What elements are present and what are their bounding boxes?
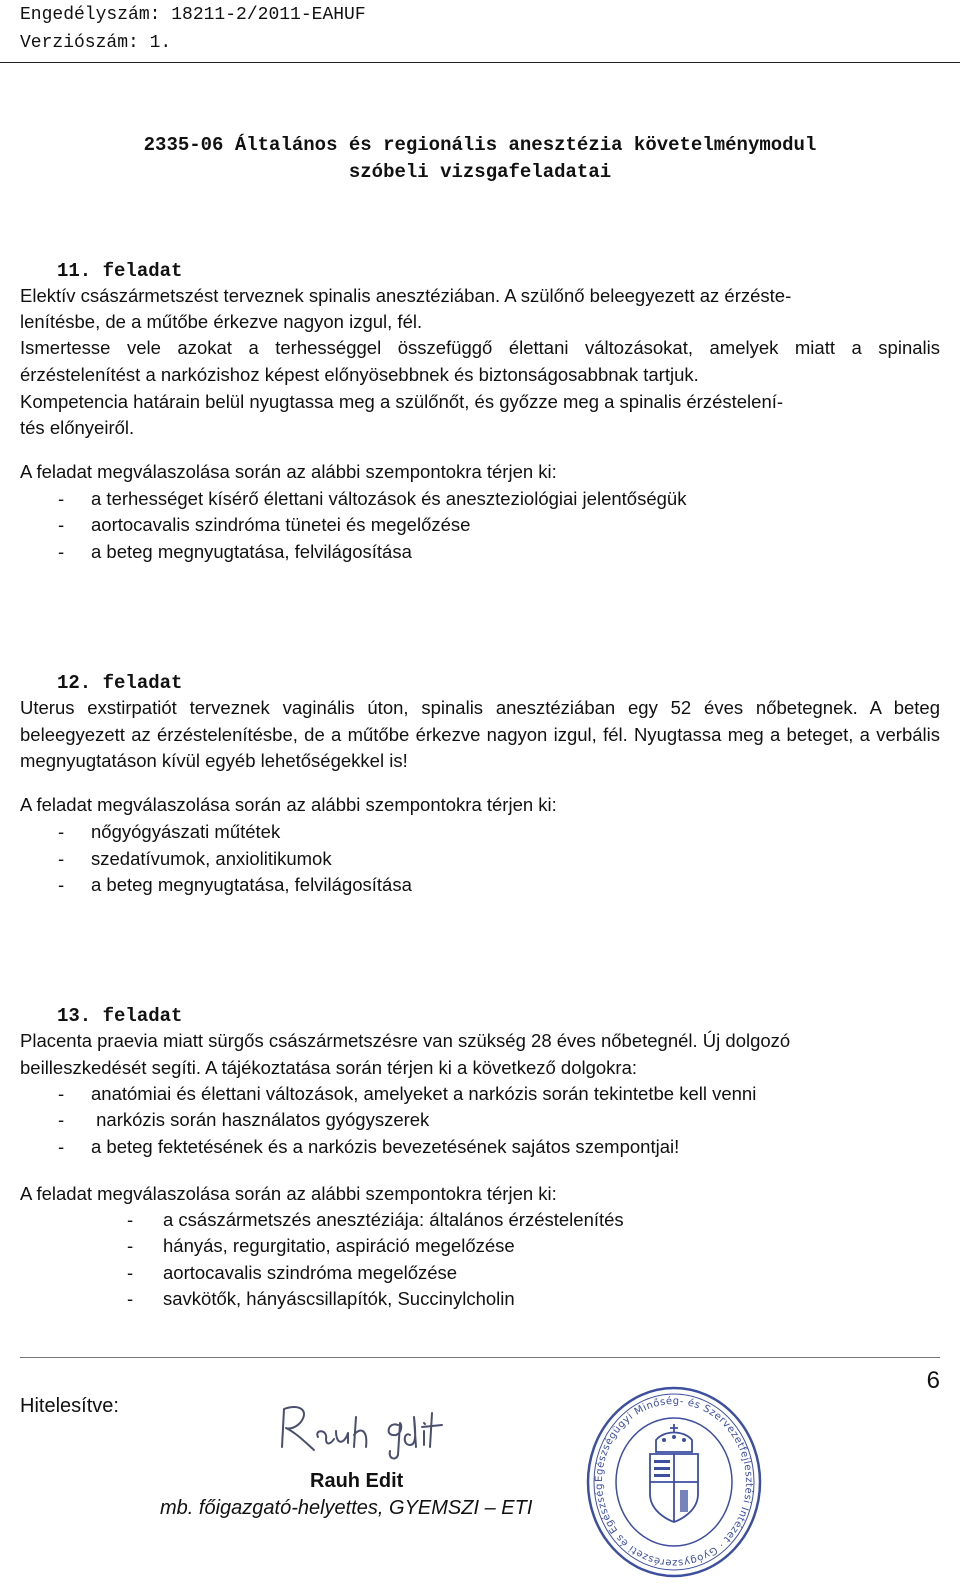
list-item: nőgyógyászati műtétek [91, 821, 281, 842]
task-11-description-line2: lenítésbe, de a műtőbe érkezve nagyon izgul, fél. [20, 311, 423, 332]
bullet-dash: - [58, 1136, 65, 1157]
official-seal-stamp [584, 1382, 764, 1587]
bullet-dash: - [127, 1235, 134, 1256]
svg-text:Egészségügyi Minőség- és Szerv: Egészségügyi Minőség- és Szervezetfejlesztési Intézet · Gyógyszerészeti és Egészség [593, 1395, 755, 1569]
bullet-dash: - [127, 1288, 134, 1309]
task-13-description-line1: Placenta praevia miatt sürgős császármetszésre van szükség 28 éves nőbetegnél. Új dolgozó [20, 1030, 791, 1051]
task-13-description-line2: beilleszkedését segíti. A tájékoztatása során térjen ki a következő dolgokra: [20, 1057, 638, 1078]
task-13-prompt: A feladat megválaszolása során az alábbi szempontokra térjen ki: [20, 1183, 557, 1204]
footer-divider [20, 1357, 940, 1358]
list-item: narkózis során használatos gyógyszerek [91, 1109, 430, 1130]
certified-label: Hitelesítve: [20, 1395, 119, 1417]
list-item: szedatívumok, anxiolitikumok [91, 848, 332, 869]
license-number: Engedélyszám: 18211-2/2011-EAHUF [20, 5, 366, 25]
bullet-dash: - [58, 1083, 65, 1104]
list-item: aortocavalis szindróma tünetei és megelőzése [91, 514, 471, 535]
task-11-instruction2-line1: Kompetencia határain belül nyugtassa meg a szülőnőt, és győzze meg a spinalis érzéstelení- [20, 391, 784, 412]
handwritten-signature [270, 1395, 470, 1470]
list-item: a beteg megnyugtatása, felvilágosítása [91, 874, 412, 895]
list-item: savkötők, hányáscsillapítók, Succinylcholin [163, 1288, 515, 1309]
header-divider [0, 62, 960, 63]
document-title: 2335-06 Általános és regionális anesztézia követelménymodul [143, 134, 817, 156]
task-13-title: 13. feladat [57, 1005, 183, 1027]
bullet-dash: - [58, 848, 65, 869]
list-item: a császármetszés anesztéziája: általános érzéstelenítés [163, 1209, 624, 1230]
task-12-description: Uterus exstirpatiót terveznek vaginális úton, spinalis anesztéziában egy 52 éves nőbetegnek. A beteg beleegyezett az érzéstelenítésbe, de a műtőbe érkezve nagyon izgul, fél. Nyugtassa meg a beteget, a verbális megnyugtatáson kívül egyéb lehetőségekkel is! [20, 697, 940, 772]
task-12-prompt: A feladat megválaszolása során az alábbi szempontokra térjen ki: [20, 794, 557, 815]
bullet-dash: - [58, 1109, 65, 1130]
task-11-prompt: A feladat megválaszolása során az alábbi szempontokra térjen ki: [20, 461, 557, 482]
signer-role: mb. főigazgató-helyettes, GYEMSZI – ETI [160, 1497, 533, 1519]
list-item: aortocavalis szindróma megelőzése [163, 1262, 458, 1283]
version-number: Verziószám: 1. [20, 33, 172, 53]
page-number: 6 [926, 1367, 940, 1394]
bullet-dash: - [127, 1209, 134, 1230]
document-subtitle: szóbeli vizsgafeladatai [348, 161, 612, 183]
bullet-dash: - [58, 821, 65, 842]
bullet-dash: - [58, 874, 65, 895]
task-11-instruction2-line2: tés előnyeiről. [20, 417, 135, 438]
task-11-description-line1: Elektív császármetszést terveznek spinalis anesztéziában. A szülőnő beleegyezett az érzéste- [20, 285, 792, 306]
signer-name: Rauh Edit [310, 1470, 404, 1492]
task-12-title: 12. feladat [57, 672, 183, 694]
list-item: a beteg fektetésének és a narkózis bevezetésének sajátos szempontjai! [91, 1136, 680, 1157]
list-item: a terhességet kísérő élettani változások és aneszteziológiai jelentőségük [91, 488, 687, 509]
task-11-instruction: Ismertesse vele azokat a terhességgel összefüggő élettani változásokat, amelyek miatt a spinalis érzéstelenítést a narkózishoz képest előnyösebbnek és biztonságosabbnak tartjuk. [20, 337, 940, 385]
task-11-title: 11. feladat [57, 260, 183, 282]
list-item: anatómiai és élettani változások, amelyeket a narkózis során tekintetbe kell venni [91, 1083, 757, 1104]
bullet-dash: - [58, 488, 65, 509]
bullet-dash: - [58, 514, 65, 535]
list-item: a beteg megnyugtatása, felvilágosítása [91, 541, 412, 562]
bullet-dash: - [127, 1262, 134, 1283]
list-item: hányás, regurgitatio, aspiráció megelőzése [163, 1235, 515, 1256]
bullet-dash: - [58, 541, 65, 562]
